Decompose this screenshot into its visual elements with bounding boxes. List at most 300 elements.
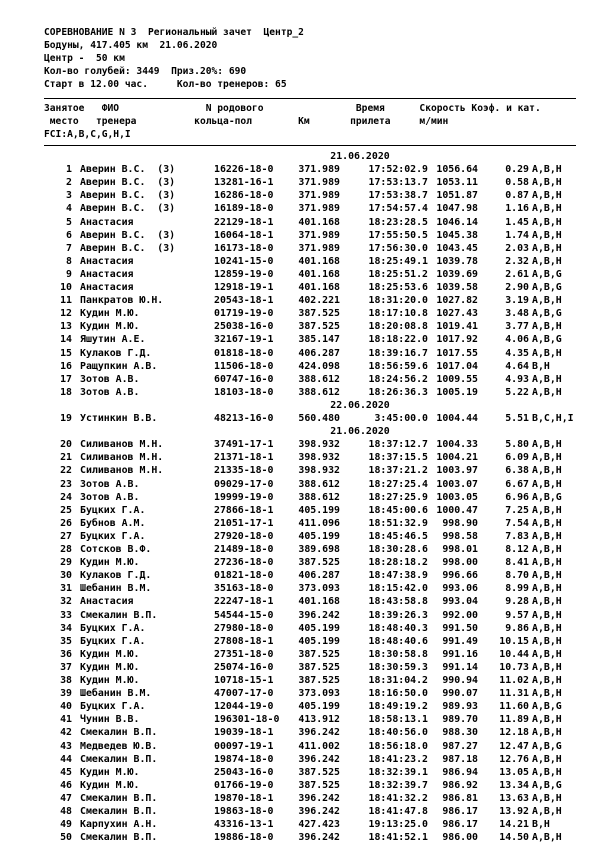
arrival-time-cell: 18:28:18.2 (368, 557, 428, 569)
release-point: Бодуны, 417.405 км 21.06.2020 (44, 40, 218, 51)
coefficient-cell: 5.22 (505, 386, 529, 398)
trainer-name-cell: Шебанин В.М. (80, 583, 152, 595)
category-cell: A,B,H (532, 753, 562, 765)
trainer-name-cell: Анастасия (80, 255, 134, 267)
ring-number-cell: 25038-16-0 (214, 321, 274, 333)
category-cell: B,H (532, 360, 550, 372)
place-cell: 35 (60, 635, 72, 647)
category-cell: A,B,H (532, 229, 562, 241)
category-cell: A,B,H (532, 347, 562, 359)
category-cell: A,B,G (532, 268, 562, 280)
speed-cell: 991.49 (442, 635, 478, 647)
place-cell: 25 (60, 504, 72, 516)
category-cell: A,B,H (532, 530, 562, 542)
arrival-time-cell: 18:39:16.7 (368, 347, 428, 359)
distance-cell: 411.096 (298, 517, 340, 529)
table-row (0, 268, 600, 281)
trainer-name-cell: Смекалин В.П. (80, 792, 158, 804)
trainer-name-cell: Буцких Г.А. (80, 701, 146, 713)
distance-cell: 398.932 (298, 452, 340, 464)
place-cell: 5 (66, 216, 72, 228)
coefficient-cell: 8.99 (505, 583, 529, 595)
arrival-time-cell: 18:30:58.8 (368, 648, 428, 660)
column-header-3: FCI:A,B,C,G,H,I (44, 129, 131, 140)
arrival-time-cell: 18:43:58.8 (368, 596, 428, 608)
place-cell: 15 (60, 347, 72, 359)
coefficient-cell: 2.61 (505, 268, 529, 280)
category-cell: A,B,H (532, 295, 562, 307)
ring-number-cell: 19874-18-0 (214, 753, 274, 765)
speed-cell: 1004.33 (436, 439, 478, 451)
date-separator: 21.06.2020 (330, 151, 390, 162)
arrival-time-cell: 18:37:15.5 (368, 452, 428, 464)
trainer-name-cell: Кудин М.Ю. (80, 661, 140, 673)
table-row (0, 792, 600, 805)
competition-title: СОРЕВНОВАНИЕ N 3 Региональный зачет Центр_2 (44, 27, 304, 38)
arrival-time-cell: 18:51:32.9 (368, 517, 428, 529)
speed-cell: 1043.45 (436, 242, 478, 254)
table-row (0, 438, 600, 451)
speed-cell: 988.30 (442, 727, 478, 739)
table-row (0, 674, 600, 687)
place-cell: 40 (60, 701, 72, 713)
place-cell: 17 (60, 373, 72, 385)
trainer-name-cell: Бубнов А.М. (80, 517, 146, 529)
coefficient-cell: 0.29 (505, 164, 529, 176)
ring-number-cell: 27866-18-1 (214, 504, 274, 516)
place-cell: 45 (60, 766, 72, 778)
ring-number-cell: 12918-19-1 (214, 282, 274, 293)
place-cell: 7 (66, 242, 72, 254)
coefficient-cell: 2.32 (505, 255, 529, 267)
coefficient-cell: 4.06 (505, 334, 529, 346)
table-row (0, 294, 600, 307)
category-cell: A,B,G (532, 308, 562, 320)
table-row (0, 766, 600, 779)
ring-number-cell: 22247-18-1 (214, 596, 274, 608)
table-row (0, 582, 600, 595)
arrival-time-cell: 3:45:00.0 (374, 413, 428, 424)
distance-cell: 387.525 (298, 557, 340, 569)
distance-cell: 389.698 (298, 544, 340, 555)
arrival-time-cell: 18:27:25.4 (368, 478, 428, 490)
distance-cell: 371.989 (298, 177, 340, 189)
place-cell: 48 (60, 806, 72, 817)
category-cell: A,B,G (532, 779, 562, 791)
category-cell: A,B,H (532, 714, 562, 726)
trainer-name-cell: Кулаков Г.Д. (80, 347, 152, 359)
trainer-name-cell: Сотсков В.Ф. (80, 544, 152, 555)
trainer-name-cell: Смекалин В.П. (80, 753, 158, 765)
table-row (0, 202, 600, 215)
ring-number-cell: 22129-18-1 (214, 216, 274, 228)
speed-cell: 998.00 (442, 557, 478, 569)
place-cell: 29 (60, 557, 72, 569)
distance-cell: 396.242 (298, 753, 340, 765)
distance-cell: 373.093 (298, 688, 340, 700)
coefficient-cell: 3.48 (505, 308, 529, 320)
distance-cell: 371.989 (298, 164, 340, 176)
distance-cell: 405.199 (298, 504, 340, 516)
arrival-time-cell: 18:25:53.6 (368, 282, 428, 293)
coefficient-cell: 2.90 (505, 282, 529, 293)
table-row (0, 176, 600, 189)
category-cell: A,B,G (532, 334, 562, 346)
coefficient-cell: 8.70 (505, 570, 529, 582)
distance-cell: 385.147 (298, 334, 340, 346)
arrival-time-cell: 18:45:00.6 (368, 504, 428, 516)
place-cell: 23 (60, 478, 72, 490)
distance-cell: 401.168 (298, 596, 340, 608)
table-row (0, 805, 600, 818)
speed-cell: 1039.58 (436, 282, 478, 293)
arrival-time-cell: 17:52:02.9 (368, 164, 428, 176)
speed-cell: 987.18 (442, 753, 478, 765)
distance-cell: 405.199 (298, 701, 340, 713)
speed-cell: 1017.04 (436, 360, 478, 372)
ring-number-cell: 10241-15-0 (214, 255, 274, 267)
table-row (0, 412, 600, 425)
arrival-time-cell: 18:27:25.9 (368, 491, 428, 503)
ring-number-cell: 01719-19-0 (214, 308, 274, 320)
place-cell: 2 (66, 177, 72, 189)
coefficient-cell: 9.57 (505, 609, 529, 621)
trainer-name-cell: Зотов А.В. (80, 386, 140, 398)
arrival-time-cell: 18:39:26.3 (368, 609, 428, 621)
table-row (0, 779, 600, 792)
distance-cell: 388.612 (298, 491, 340, 503)
table-row (0, 556, 600, 569)
category-cell: A,B,H (532, 806, 562, 817)
distance-cell: 424.098 (298, 360, 340, 372)
place-cell: 28 (60, 544, 72, 555)
category-cell: A,B,H (532, 321, 562, 333)
category-cell: A,B,H (532, 648, 562, 660)
column-header-2: место тренера кольца-пол Км прилета м/мин (44, 116, 449, 127)
category-cell: A,B,H (532, 190, 562, 202)
trainer-name-cell: Смекалин В.П. (80, 806, 158, 817)
place-cell: 1 (66, 164, 72, 176)
arrival-time-cell: 17:55:50.5 (368, 229, 428, 241)
arrival-time-cell: 18:26:36.3 (368, 386, 428, 398)
table-row (0, 818, 600, 831)
table-row (0, 464, 600, 477)
trainer-name-cell: Кулаков Г.Д. (80, 570, 152, 582)
distance-cell: 401.168 (298, 255, 340, 267)
category-cell: A,B,H (532, 439, 562, 451)
table-row (0, 726, 600, 739)
ring-number-cell: 21371-18-1 (214, 452, 274, 464)
arrival-time-cell: 18:31:20.0 (368, 295, 428, 307)
trainer-name-cell: Смекалин В.П. (80, 832, 158, 844)
category-cell: A,B,H (532, 557, 562, 569)
arrival-time-cell: 18:48:40.3 (368, 622, 428, 634)
ring-number-cell: 10718-15-1 (214, 675, 274, 686)
table-row (0, 386, 600, 399)
speed-cell: 1003.05 (436, 491, 478, 503)
table-row (0, 451, 600, 464)
speed-cell: 1003.07 (436, 478, 478, 490)
speed-cell: 992.00 (442, 609, 478, 621)
coefficient-cell: 10.15 (499, 635, 529, 647)
speed-cell: 986.17 (442, 819, 478, 831)
place-cell: 34 (60, 622, 72, 634)
category-cell: A,B,H (532, 661, 562, 673)
coefficient-cell: 6.96 (505, 491, 529, 503)
place-cell: 20 (60, 439, 72, 451)
coefficient-cell: 7.25 (505, 504, 529, 516)
category-cell: A,B,H (532, 452, 562, 464)
distance-cell: 427.423 (298, 819, 340, 831)
trainer-name-cell: Буцких Г.А. (80, 635, 146, 647)
date-separator: 22.06.2020 (330, 399, 390, 411)
place-cell: 19 (60, 413, 72, 424)
ring-number-cell: 54544-15-0 (214, 609, 274, 621)
column-header-1: Занятое ФИО N родового Время Скорость Коэф. и кат. (44, 103, 541, 114)
distance-cell: 373.093 (298, 583, 340, 595)
coefficient-cell: 6.67 (505, 478, 529, 490)
speed-cell: 993.04 (442, 596, 478, 608)
ring-number-cell: 16189-18-0 (214, 203, 274, 215)
trainer-name-cell: Буцких Г.А. (80, 504, 146, 516)
place-cell: 31 (60, 583, 72, 595)
arrival-time-cell: 18:41:52.1 (368, 832, 428, 844)
date-separator: 21.06.2020 (330, 426, 390, 438)
place-cell: 9 (66, 268, 72, 280)
distance-cell: 396.242 (298, 609, 340, 621)
ring-number-cell: 48213-16-0 (214, 413, 274, 424)
speed-cell: 996.66 (442, 570, 478, 582)
speed-cell: 1046.14 (436, 216, 478, 228)
distance-cell: 405.199 (298, 635, 340, 647)
trainer-name-cell: Анастасия (80, 268, 134, 280)
speed-cell: 1047.98 (436, 203, 478, 215)
distance-cell: 405.199 (298, 530, 340, 542)
table-row (0, 163, 600, 176)
distance-cell: 388.612 (298, 478, 340, 490)
coefficient-cell: 13.05 (499, 766, 529, 778)
place-cell: 13 (60, 321, 72, 333)
speed-cell: 986.81 (442, 792, 478, 804)
distance-cell: 398.932 (298, 439, 340, 451)
category-cell: A,B,H (532, 386, 562, 398)
table-row (0, 700, 600, 713)
speed-cell: 990.94 (442, 675, 478, 686)
place-cell: 30 (60, 570, 72, 582)
arrival-time-cell: 18:30:59.3 (368, 661, 428, 673)
category-cell: A,B,H (532, 675, 562, 686)
distance-cell: 388.612 (298, 373, 340, 385)
ring-number-cell: 19886-18-0 (214, 832, 274, 844)
ring-number-cell: 60747-16-0 (214, 373, 274, 385)
table-row (0, 360, 600, 373)
category-cell: A,B,H (532, 255, 562, 267)
speed-cell: 998.90 (442, 517, 478, 529)
table-row (0, 307, 600, 320)
trainer-name-cell: Анастасия (80, 596, 134, 608)
category-cell: B,H (532, 819, 550, 831)
speed-cell: 1053.11 (436, 177, 478, 189)
distance-cell: 402.221 (298, 295, 340, 307)
speed-cell: 989.93 (442, 701, 478, 713)
trainer-name-cell: Шебанин В.М. (80, 688, 152, 700)
coefficient-cell: 5.51 (505, 413, 529, 424)
coefficient-cell: 8.41 (505, 557, 529, 569)
coefficient-cell: 10.73 (499, 661, 529, 673)
distance-cell: 387.525 (298, 308, 340, 320)
table-row (0, 635, 600, 648)
category-cell: A,B,H (532, 373, 562, 385)
arrival-time-cell: 18:23:28.5 (368, 216, 428, 228)
speed-cell: 986.92 (442, 779, 478, 791)
trainer-name-cell: Зотов А.В. (80, 478, 140, 490)
coefficient-cell: 7.83 (505, 530, 529, 542)
distance-cell: 560.480 (298, 413, 340, 424)
place-cell: 18 (60, 386, 72, 398)
ring-number-cell: 19870-18-1 (214, 792, 274, 804)
arrival-time-cell: 18:40:56.0 (368, 727, 428, 739)
arrival-time-cell: 18:37:21.2 (368, 465, 428, 477)
speed-cell: 1027.43 (436, 308, 478, 320)
speed-cell: 991.16 (442, 648, 478, 660)
coefficient-cell: 4.93 (505, 373, 529, 385)
ring-number-cell: 18103-18-0 (214, 386, 274, 398)
ring-number-cell: 01766-19-0 (214, 779, 274, 791)
arrival-time-cell: 17:53:38.7 (368, 190, 428, 202)
trainer-name-cell: Кудин М.Ю. (80, 779, 140, 791)
place-cell: 3 (66, 190, 72, 202)
arrival-time-cell: 18:41:32.2 (368, 792, 428, 804)
ring-number-cell: 27920-18-0 (214, 530, 274, 542)
table-row (0, 229, 600, 242)
distance-cell: 371.989 (298, 229, 340, 241)
category-cell: A,B,G (532, 491, 562, 503)
place-cell: 12 (60, 308, 72, 320)
coefficient-cell: 1.45 (505, 216, 529, 228)
ring-number-cell: 20543-18-1 (214, 295, 274, 307)
ring-number-cell: 13281-16-1 (214, 177, 274, 189)
table-row (0, 517, 600, 530)
trainer-name-cell: Кудин М.Ю. (80, 766, 140, 778)
table-row (0, 740, 600, 753)
speed-cell: 991.14 (442, 661, 478, 673)
category-cell: B,C,H,I (532, 413, 574, 424)
speed-cell: 1019.41 (436, 321, 478, 333)
place-cell: 41 (60, 714, 72, 726)
distance-cell: 401.168 (298, 268, 340, 280)
pigeon-count: Кол-во голубей: 3449 Приз.20%: 690 (44, 66, 247, 77)
place-cell: 46 (60, 779, 72, 791)
distance-cell: 413.912 (298, 714, 340, 726)
distance-cell: 411.002 (298, 740, 340, 752)
distance-cell: 401.168 (298, 216, 340, 228)
arrival-time-cell: 18:30:28.6 (368, 544, 428, 555)
trainer-name-cell: Силиванов М.Н. (80, 439, 164, 451)
category-cell: A,B,H (532, 583, 562, 595)
place-cell: 22 (60, 465, 72, 477)
speed-cell: 1009.55 (436, 373, 478, 385)
distance-cell: 406.287 (298, 347, 340, 359)
trainer-name-cell: Смекалин В.П. (80, 609, 158, 621)
ring-number-cell: 16286-18-0 (214, 190, 274, 202)
category-cell: A,B,H (532, 465, 562, 477)
coefficient-cell: 13.92 (499, 806, 529, 817)
category-cell: A,B,H (532, 570, 562, 582)
trainer-name-cell: Смекалин В.П. (80, 727, 158, 739)
arrival-time-cell: 18:16:50.0 (368, 688, 428, 700)
speed-cell: 990.07 (442, 688, 478, 700)
trainer-name-cell: Силиванов М.Н. (80, 465, 164, 477)
table-row (0, 713, 600, 726)
ring-number-cell: 27351-18-0 (214, 648, 274, 660)
speed-cell: 993.06 (442, 583, 478, 595)
table-row (0, 543, 600, 556)
place-cell: 4 (66, 203, 72, 215)
category-cell: A,B,H (532, 517, 562, 529)
distance-cell: 396.242 (298, 792, 340, 804)
category-cell: A,B,H (532, 164, 562, 176)
table-row (0, 373, 600, 386)
table-row (0, 753, 600, 766)
speed-cell: 998.58 (442, 530, 478, 542)
table-row (0, 347, 600, 360)
distance-cell: 371.989 (298, 242, 340, 254)
trainer-name-cell: Устинкин В.В. (80, 413, 158, 424)
table-row (0, 255, 600, 268)
ring-number-cell: 16064-18-1 (214, 229, 274, 241)
category-cell: A,B,H (532, 622, 562, 634)
ring-number-cell: 01818-18-0 (214, 347, 274, 359)
category-cell: A,B,H (532, 177, 562, 189)
trainer-name-cell: Медведев Ю.В. (80, 740, 158, 752)
table-row (0, 281, 600, 294)
distance-cell: 405.199 (298, 622, 340, 634)
place-cell: 38 (60, 675, 72, 686)
trainer-name-cell: Кудин М.Ю. (80, 308, 140, 320)
category-cell: A,B,H (532, 727, 562, 739)
ring-number-cell: 12044-19-0 (214, 701, 274, 713)
arrival-time-cell: 17:56:30.0 (368, 242, 428, 254)
ring-number-cell: 21489-18-0 (214, 544, 274, 555)
distance-cell: 387.525 (298, 321, 340, 333)
trainer-name-cell: Буцких Г.А. (80, 530, 146, 542)
table-row (0, 478, 600, 491)
coefficient-cell: 14.50 (499, 832, 529, 844)
arrival-time-cell: 18:15:42.0 (368, 583, 428, 595)
arrival-time-cell: 18:32:39.7 (368, 779, 428, 791)
ring-number-cell: 35163-18-0 (214, 583, 274, 595)
trainer-name-cell: Анастасия (80, 282, 134, 293)
distance-cell: 398.932 (298, 465, 340, 477)
coefficient-cell: 0.87 (505, 190, 529, 202)
category-cell: A,B,H (532, 478, 562, 490)
category-cell: A,B,H (532, 766, 562, 778)
arrival-time-cell: 18:48:40.6 (368, 635, 428, 647)
coefficient-cell: 3.19 (505, 295, 529, 307)
arrival-time-cell: 18:18:22.0 (368, 334, 428, 346)
distance-cell: 387.525 (298, 648, 340, 660)
trainer-name-cell: Аверин В.С. (3) (80, 177, 176, 189)
category-cell: A,B,H (532, 596, 562, 608)
arrival-time-cell: 18:25:51.2 (368, 268, 428, 280)
category-cell: A,B,H (532, 609, 562, 621)
trainer-name-cell: Аверин В.С. (3) (80, 242, 176, 254)
place-cell: 6 (66, 229, 72, 241)
speed-cell: 986.17 (442, 806, 478, 817)
distance-cell: 371.989 (298, 203, 340, 215)
ring-number-cell: 27980-18-0 (214, 622, 274, 634)
coefficient-cell: 12.18 (499, 727, 529, 739)
